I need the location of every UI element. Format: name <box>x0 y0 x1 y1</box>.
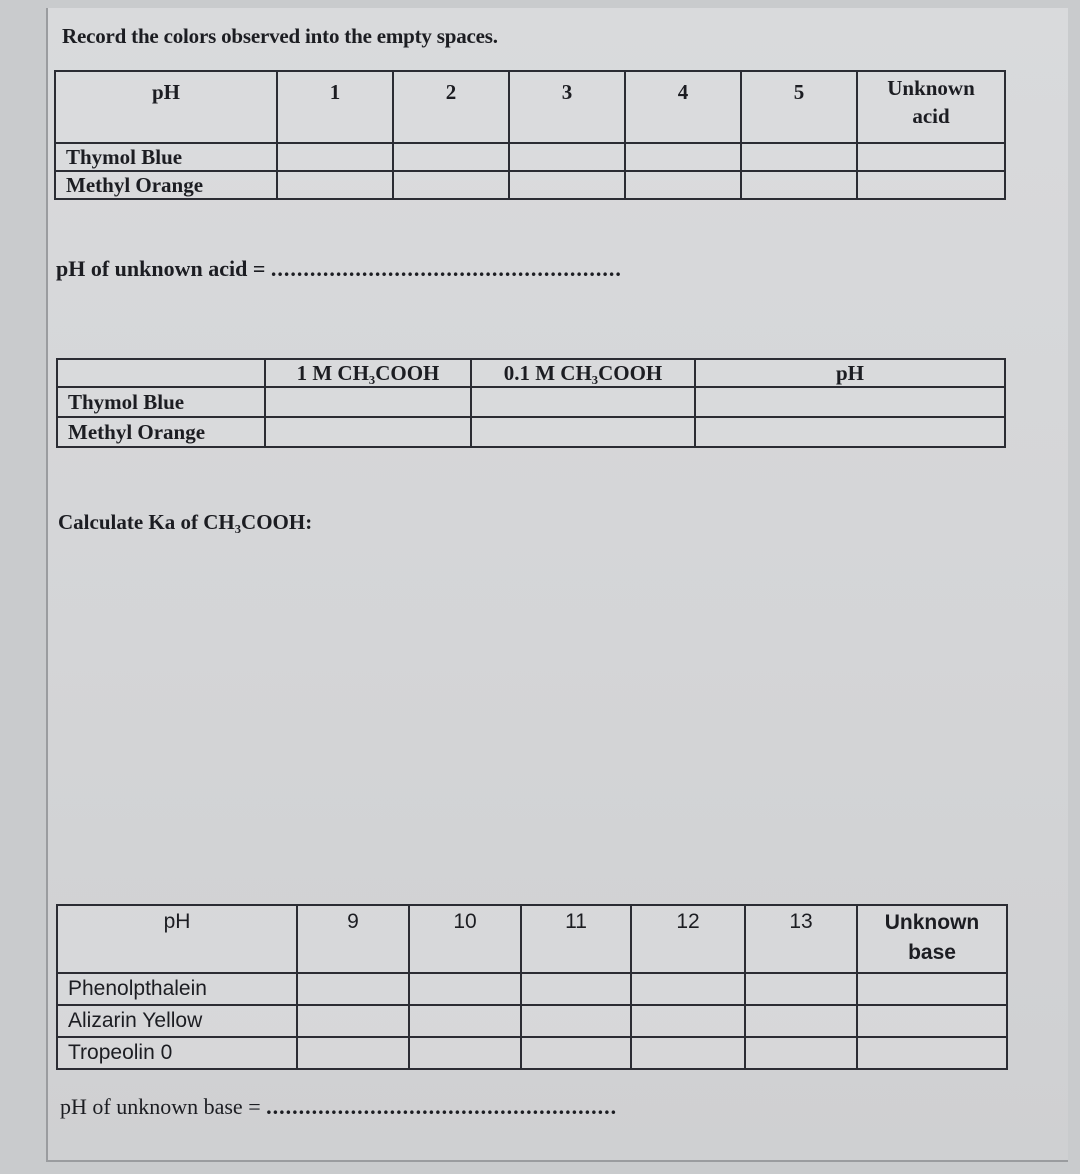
blank-header-cell <box>57 359 265 387</box>
answer-cell[interactable] <box>265 387 471 417</box>
answer-cell[interactable] <box>857 171 1005 199</box>
answer-cell[interactable] <box>741 143 857 171</box>
answer-cell[interactable] <box>277 171 393 199</box>
answer-cell[interactable] <box>857 143 1005 171</box>
ph-column-11: 11 <box>521 905 631 973</box>
unknown-acid-result <box>56 256 622 282</box>
column-01m-acetic: 0.1 M CH₃COOH <box>471 359 695 387</box>
answer-cell[interactable] <box>857 1005 1007 1037</box>
answer-cell[interactable] <box>509 143 625 171</box>
row-label-thymol-blue: Thymol Blue <box>55 143 277 171</box>
answer-cell[interactable] <box>745 973 857 1005</box>
answer-cell[interactable] <box>277 143 393 171</box>
ph-column-13: 13 <box>745 905 857 973</box>
answer-cell[interactable] <box>471 417 695 447</box>
answer-cell[interactable] <box>631 973 745 1005</box>
answer-cell[interactable] <box>471 387 695 417</box>
answer-cell[interactable] <box>521 1037 631 1069</box>
answer-cell[interactable] <box>857 973 1007 1005</box>
page-title: Record the colors observed into the empty spaces. <box>62 24 498 48</box>
ph-header: pH <box>55 71 277 143</box>
answer-cell[interactable] <box>297 1037 409 1069</box>
answer-cell[interactable] <box>695 417 1005 447</box>
ph-column-4: 4 <box>625 71 741 143</box>
answer-cell[interactable] <box>857 1037 1007 1069</box>
answer-cell[interactable] <box>509 171 625 199</box>
row-label-thymol-blue: Thymol Blue <box>57 387 265 417</box>
ph-column-5: 5 <box>741 71 857 143</box>
ph-column-9: 9 <box>297 905 409 973</box>
unknown-base-header: Unknown base <box>857 905 1007 973</box>
row-label-tropeolin: Tropeolin 0 <box>57 1037 297 1069</box>
row-label-phenolpthalein: Phenolpthalein <box>57 973 297 1005</box>
answer-cell[interactable] <box>521 1005 631 1037</box>
answer-cell[interactable] <box>409 973 521 1005</box>
ph-column-12: 12 <box>631 905 745 973</box>
answer-cell[interactable] <box>265 417 471 447</box>
row-label-methyl-orange: Methyl Orange <box>55 171 277 199</box>
answer-cell[interactable] <box>695 387 1005 417</box>
ph-header: pH <box>57 905 297 973</box>
answer-cell[interactable] <box>631 1005 745 1037</box>
answer-cell[interactable] <box>297 1005 409 1037</box>
answer-cell[interactable] <box>521 973 631 1005</box>
answer-cell[interactable] <box>409 1005 521 1037</box>
answer-cell[interactable] <box>625 143 741 171</box>
unknown-acid-blank[interactable]: ...................................................... <box>270 256 622 281</box>
ph-column-2: 2 <box>393 71 509 143</box>
answer-cell[interactable] <box>393 143 509 171</box>
acid-indicator-table <box>54 70 1006 200</box>
answer-cell[interactable] <box>745 1005 857 1037</box>
unknown-base-blank[interactable]: ...................................................... <box>266 1094 618 1119</box>
unknown-acid-header: Unknown acid <box>857 71 1005 143</box>
unknown-base-result <box>60 1094 617 1120</box>
answer-cell[interactable] <box>745 1037 857 1069</box>
unknown-base-label: pH of unknown base = <box>60 1094 261 1119</box>
unknown-acid-label: pH of unknown acid = <box>56 256 266 281</box>
row-label-methyl-orange: Methyl Orange <box>57 417 265 447</box>
ph-column-1: 1 <box>277 71 393 143</box>
answer-cell[interactable] <box>625 171 741 199</box>
ph-column-10: 10 <box>409 905 521 973</box>
base-indicator-table <box>56 904 1008 1070</box>
answer-cell[interactable] <box>409 1037 521 1069</box>
ka-prompt: Calculate Ka of CH₃COOH: <box>58 510 313 534</box>
answer-cell[interactable] <box>741 171 857 199</box>
answer-cell[interactable] <box>631 1037 745 1069</box>
column-1m-acetic: 1 M CH₃COOH <box>265 359 471 387</box>
ph-column-3: 3 <box>509 71 625 143</box>
column-ph: pH <box>695 359 1005 387</box>
answer-cell[interactable] <box>393 171 509 199</box>
acetic-acid-table <box>56 358 1006 448</box>
row-label-alizarin-yellow: Alizarin Yellow <box>57 1005 297 1037</box>
answer-cell[interactable] <box>297 973 409 1005</box>
